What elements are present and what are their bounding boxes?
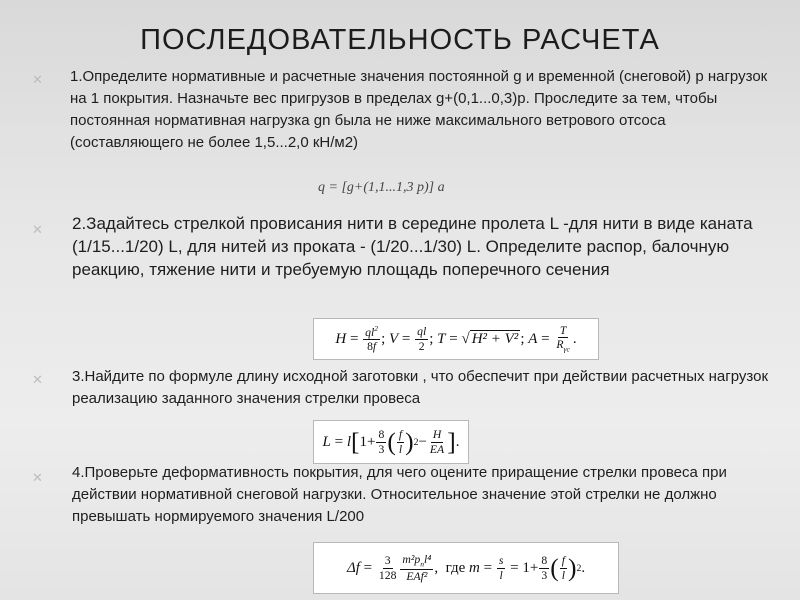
bullet-icon: ✕ — [32, 470, 43, 485]
step-3-text: 3.Найдите по формуле длину исходной заготовки , что обеспечит при действии расчетных нагрузок реализацию заданного значения стрелки провеса — [72, 368, 769, 407]
step-1-formula: q = [g+(1,1...1,3 p)] a — [318, 180, 445, 195]
formula-blank-length: L = l [ 1 + $\frac{8}{3}$ ( $\frac{f}{l}$ ) 2 − $\frac{H}{EA}$ ] . — [313, 420, 469, 464]
formula-sag-increment: Δf = $\frac{3}{128}$ $\frac{m^2p_nl^4}{\text{EAf²}}$ , где m = $\frac{s}{l}$ = 1 + $\frac{8}{3}$ ( $\frac{f}{l}$ ) 2 . — [313, 542, 619, 594]
step-2-text: 2.Задайтесь стрелкой провисания нити в середине пролета L -для нити в виде каната (1/15...1/20) L, для нитей из проката - (1/20...1/30) L. Определите распор, балочную реакцию, тяжение нити и требуемую площадь поперечного сечения — [72, 214, 753, 279]
page-title: ПОСЛЕДОВАТЕЛЬНОСТЬ РАСЧЕТА — [140, 24, 660, 56]
bullet-icon: ✕ — [32, 372, 43, 387]
step-1-text: 1.Определите нормативные и расчетные значения постоянной g и временной (снеговой) р нагрузок на 1 покрытия. Назначьте вес пригрузов в пределах g+(0,1...0,3)р. Проследите за тем, чтобы постоянная нормативная нагрузка gn была не ниже максимального ветрового отсоса (составляющего не более 1,5...2,0 кН/м2) — [70, 68, 768, 151]
bullet-icon: ✕ — [32, 222, 43, 237]
bullet-icon: ✕ — [32, 72, 43, 87]
step-4-text: 4.Проверьте деформативность покрытия, для чего оцените приращение стрелки провеса при действии нормативной снеговой нагрузки. Относительное значение этой стрелки не должно превышать нормируемого значения L/200 — [72, 464, 727, 525]
formula-thread-forces: H = $\frac{ql^2}{8f}$ ; V = $\frac{ql}{2}$ ; T = √ H² + V² ; A = $\frac{T}{R_{\gamma c}}$ . — [313, 318, 599, 360]
